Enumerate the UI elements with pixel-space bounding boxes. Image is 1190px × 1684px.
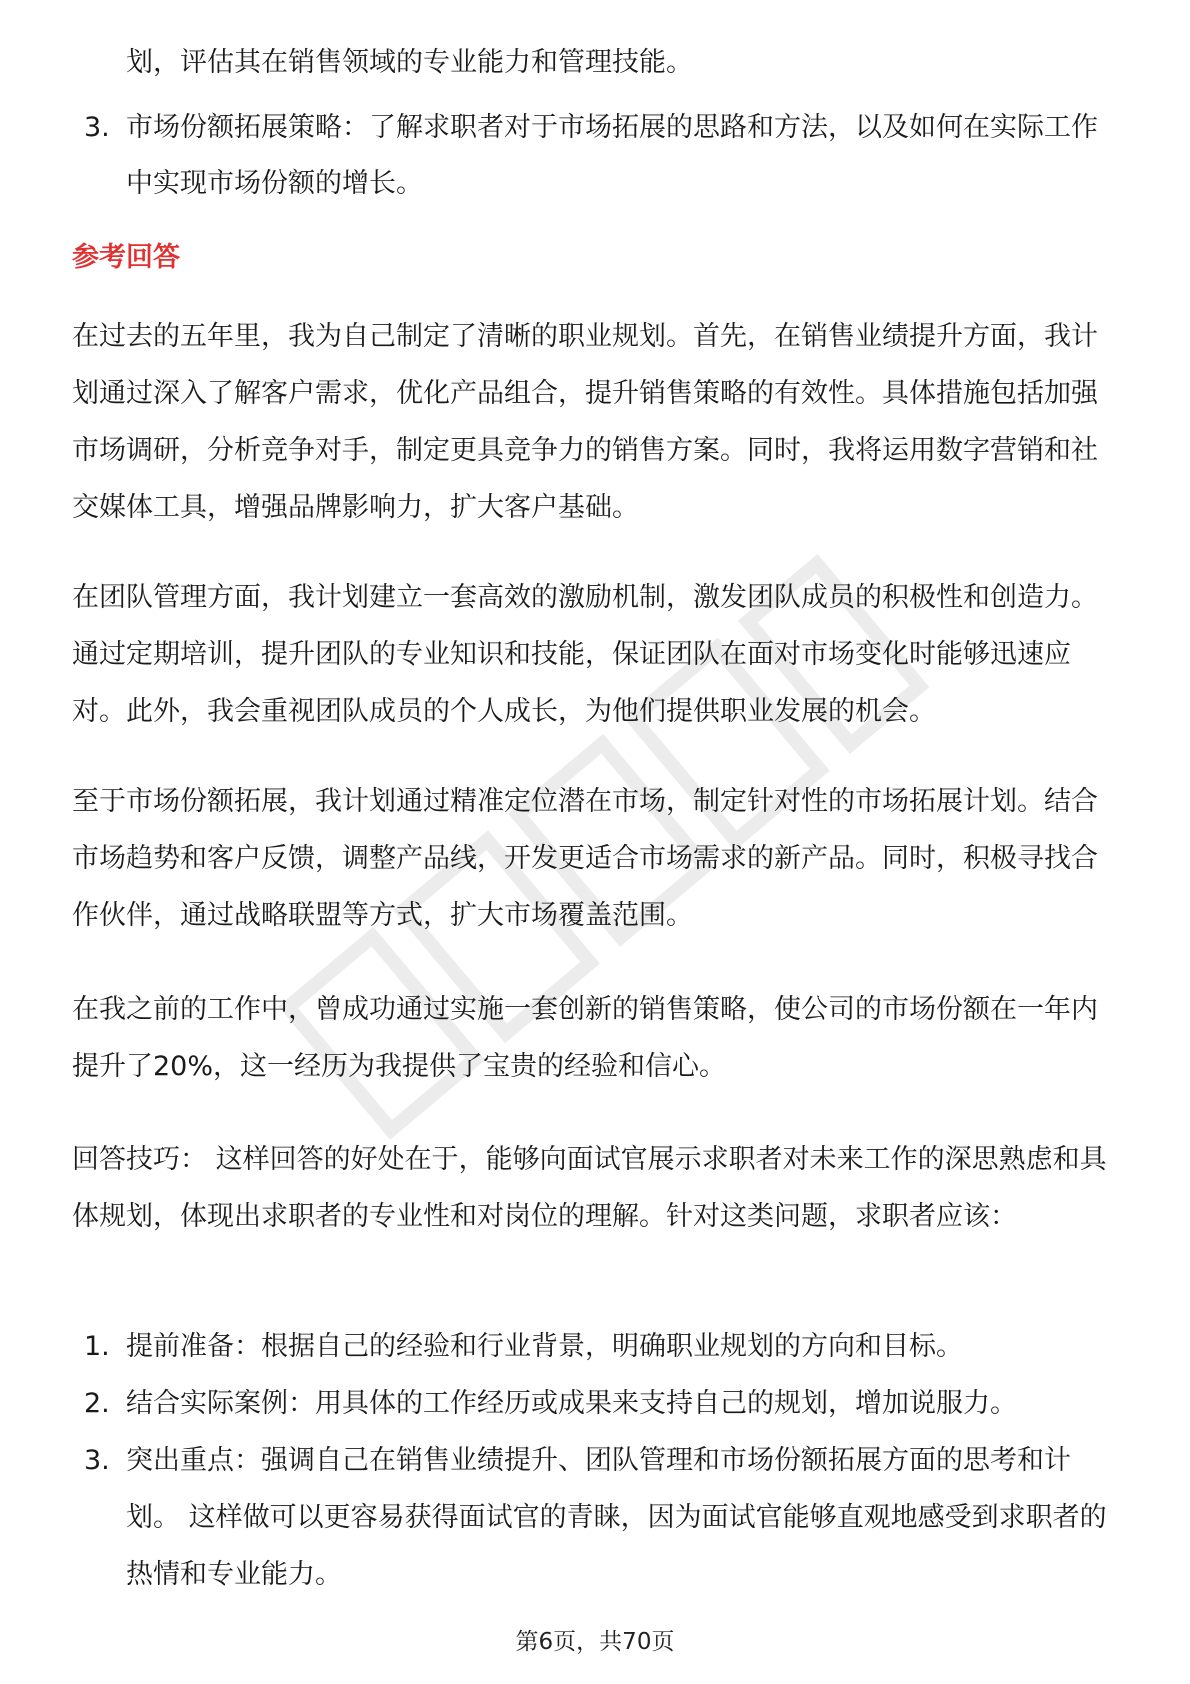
answer-paragraph-4: 在我之前的工作中，曾成功通过实施一套创新的销售策略，使公司的市场份额在一年内提升了20%，这一经历为我提供了宝贵的经验和信心。 — [72, 994, 1098, 1082]
list-text: 突出重点：强调自己在销售业绩提升、团队管理和市场份额拓展方面的思考和计划。 这样做可以更容易获得面试官的青睐，因为面试官能够直观地感受到求职者的热情和专业能力。 — [126, 1445, 1107, 1590]
answer-paragraph-3: 至于市场份额拓展，我计划通过精准定位潜在市场，制定针对性的市场拓展计划。结合市场趋势和客户反馈，调整产品线，开发更适合市场需求的新产品。同时，积极寻找合作伙伴，通过战略联盟等方式，扩大市场覆盖范围。 — [72, 786, 1098, 931]
list-text: 市场份额拓展策略：了解求职者对于市场拓展的思路和方法，以及如何在实际工作中实现市场份额的增长。 — [126, 112, 1098, 199]
list-number: 3. — [84, 1445, 110, 1476]
list-number: 3. — [84, 112, 110, 143]
section-title: 参考回答 — [72, 242, 180, 273]
list-text: 结合实际案例：用具体的工作经历或成果来支持自己的规划，增加说服力。 — [126, 1388, 1017, 1419]
list-item — [72, 1375, 1118, 1432]
answer-paragraph-2: 在团队管理方面，我计划建立一套高效的激励机制，激发团队成员的积极性和创造力。通过定期培训，提升团队的专业知识和技能，保证团队在面对市场变化时能够迅速应对。此外，我会重视团队成员的个人成长，为他们提供职业发展的机会。 — [72, 582, 1098, 727]
list-number: 2. — [84, 1388, 110, 1419]
list-item — [72, 100, 1118, 212]
tips-list — [72, 1318, 1118, 1603]
list-number: 1. — [84, 1331, 110, 1362]
list-item — [72, 1318, 1118, 1375]
answer-tips-paragraph: 回答技巧： 这样回答的好处在于，能够向面试官展示求职者对未来工作的深思熟虑和具体规划，体现出求职者的专业性和对岗位的理解。针对这类问题，求职者应该： — [72, 1144, 1107, 1232]
continued-list-text: 划，评估其在销售领域的专业能力和管理技能。 — [126, 47, 693, 78]
list-text: 提前准备：根据自己的经验和行业背景，明确职业规划的方向和目标。 — [126, 1331, 963, 1362]
answer-paragraph-1: 在过去的五年里，我为自己制定了清晰的职业规划。首先，在销售业绩提升方面，我计划通过深入了解客户需求，优化产品组合，提升销售策略的有效性。具体措施包括加强市场调研，分析竞争对手，制定更具竞争力的销售方案。同时，我将运用数字营销和社交媒体工具，增强品牌影响力，扩大客户基础。 — [72, 321, 1098, 523]
list-item — [72, 1432, 1118, 1603]
page-number: 第6页，共70页 — [515, 1629, 675, 1655]
evaluation-list — [72, 100, 1118, 212]
